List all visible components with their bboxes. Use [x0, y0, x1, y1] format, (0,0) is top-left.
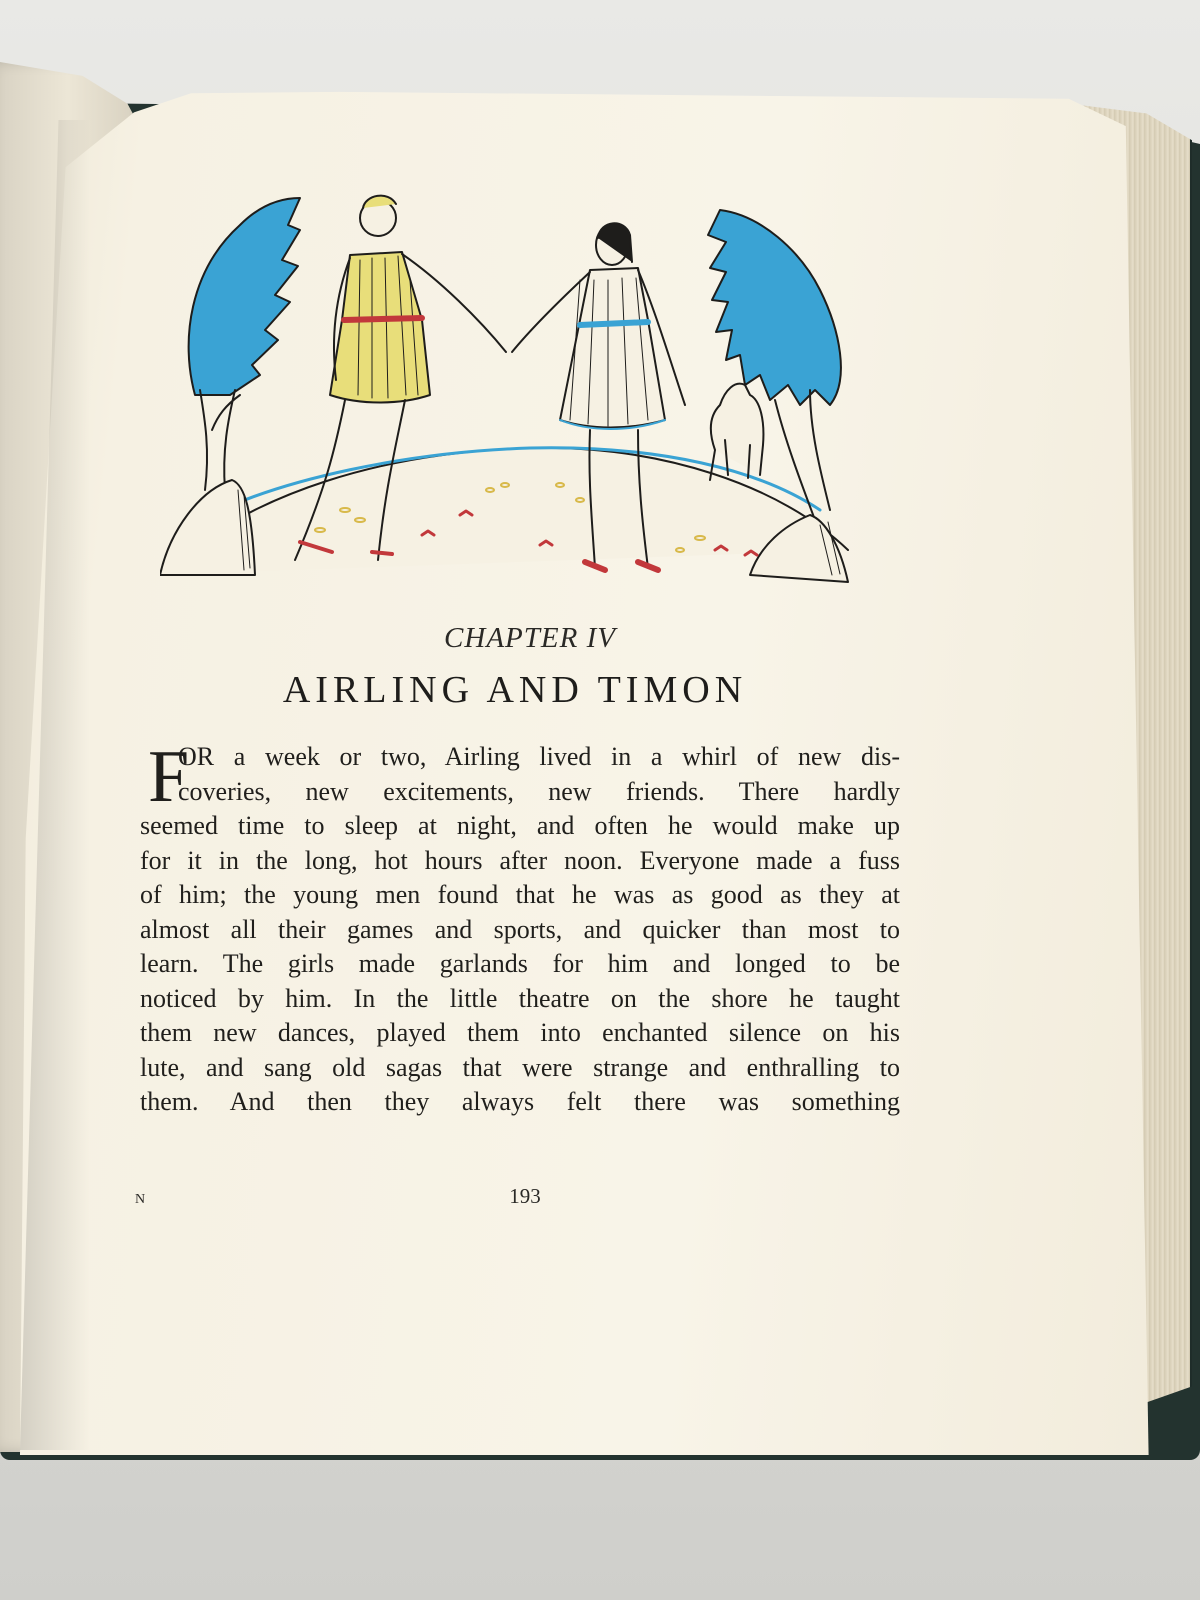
text-line: learn. The girls made garlands for him and longed to be [140, 949, 900, 978]
text-line: them new dances, played them into enchanted silence on his [140, 1018, 900, 1047]
left-tree-foliage [189, 198, 300, 395]
body-text [140, 736, 900, 1120]
signature-mark: N [135, 1192, 146, 1207]
boy-belt [344, 318, 422, 320]
text-line: coveries, new excitements, new friends. There hardly [178, 776, 900, 806]
text-line: for it in the long, hot hours after noon. Everyone made a fuss [140, 845, 900, 875]
girl-dress [560, 268, 665, 428]
text-line: lute, and sang old sagas that were strange and enthralling to [140, 1052, 900, 1082]
left-tree-trunk [200, 390, 235, 490]
text-line: noticed by him. In the little theatre on the shore he taught [140, 983, 900, 1013]
chapter-label: CHAPTER IV [444, 622, 616, 654]
text-line: seemed time to sleep at night, and often he would make up [140, 811, 900, 840]
drop-cap: F [148, 736, 190, 818]
text-line: of him; the young men found that he was as good as they at [140, 880, 900, 909]
text-line: OR a week or two, Airling lived in a whirl of new dis- [178, 742, 900, 771]
girl-sash [580, 322, 648, 325]
page-number: 193 [509, 1184, 541, 1208]
text-line: them. And then they always felt there was something [140, 1087, 900, 1116]
right-tree-foliage [708, 210, 841, 405]
chapter-illustration [160, 190, 870, 600]
text-line: almost all their games and sports, and quicker than most to [140, 914, 900, 944]
chapter-title: AIRLING AND TIMON [282, 669, 748, 711]
